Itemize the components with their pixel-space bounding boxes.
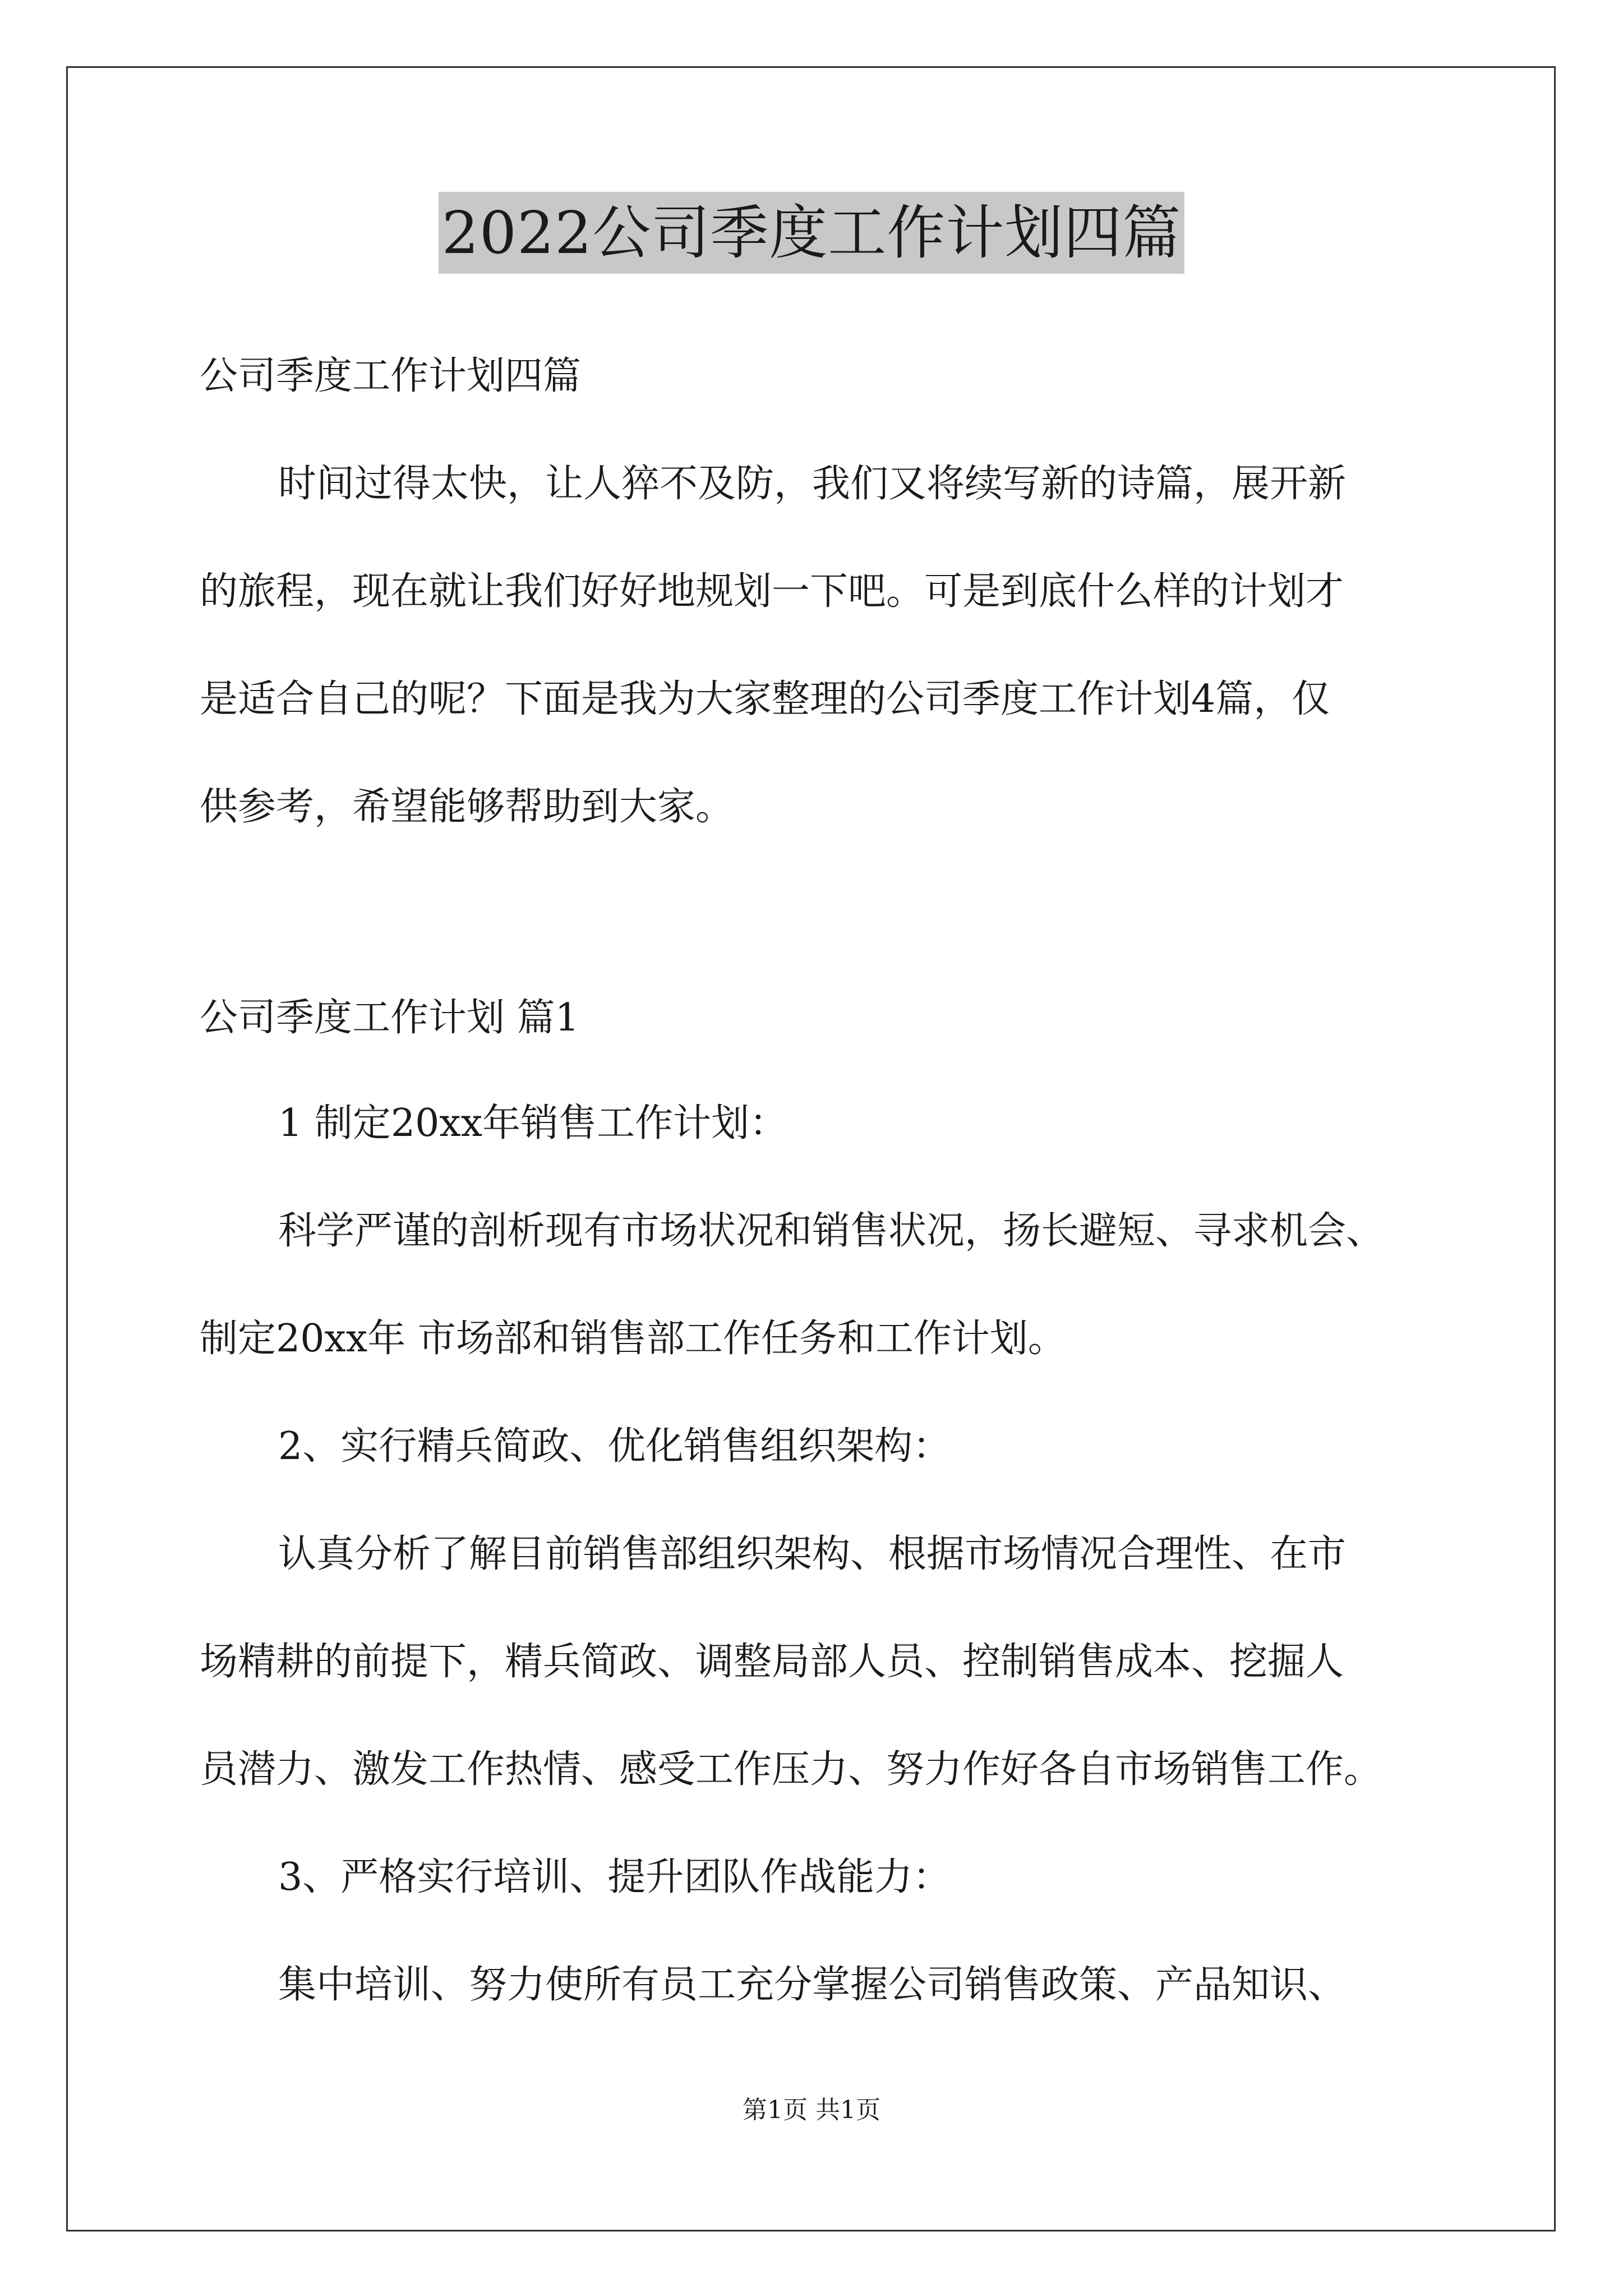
- paragraph-line: 员潜力、激发工作热情、感受工作压力、努力作好各自市场销售工作。: [200, 1747, 1382, 1792]
- paragraph-line: 时间过得太快，让人猝不及防，我们又将续写新的诗篇，展开新: [278, 462, 1347, 506]
- paragraph-line: 供参考，希望能够帮助到大家。: [200, 785, 734, 829]
- section-heading: 公司季度工作计划四篇: [200, 354, 582, 398]
- document-title: 2022公司季度工作计划四篇: [439, 192, 1185, 274]
- paragraph-line: 科学严谨的剖析现有市场状况和销售状况，扬长避短、寻求机会、: [278, 1209, 1385, 1253]
- paragraph-line: 的旅程，现在就让我们好好地规划一下吧。可是到底什么样的计划才: [200, 569, 1344, 614]
- paragraph-line: 2、实行精兵简政、优化销售组织架构：: [278, 1424, 951, 1469]
- paragraph-line: 集中培训、努力使所有员工充分掌握公司销售政策、产品知识、: [278, 1963, 1347, 2007]
- section-heading: 公司季度工作计划 篇1: [200, 996, 579, 1040]
- paragraph-line: 场精耕的前提下，精兵简政、调整局部人员、控制销售成本、挖掘人: [200, 1640, 1344, 1684]
- page-number-footer: 第1页 共1页: [743, 2096, 880, 2124]
- paragraph-line: 1 制定20xx年销售工作计划：: [278, 1101, 788, 1145]
- paragraph-line: 认真分析了解目前销售部组织架构、根据市场情况合理性、在市: [278, 1532, 1347, 1576]
- paragraph-line: 是适合自己的呢？下面是我为大家整理的公司季度工作计划4篇，仅: [200, 677, 1330, 721]
- paragraph-line: 制定20xx年 市场部和销售部工作任务和工作计划。: [200, 1317, 1066, 1361]
- title-container: [0, 192, 1623, 274]
- paragraph-line: 3、严格实行培训、提升团队作战能力：: [278, 1855, 951, 1899]
